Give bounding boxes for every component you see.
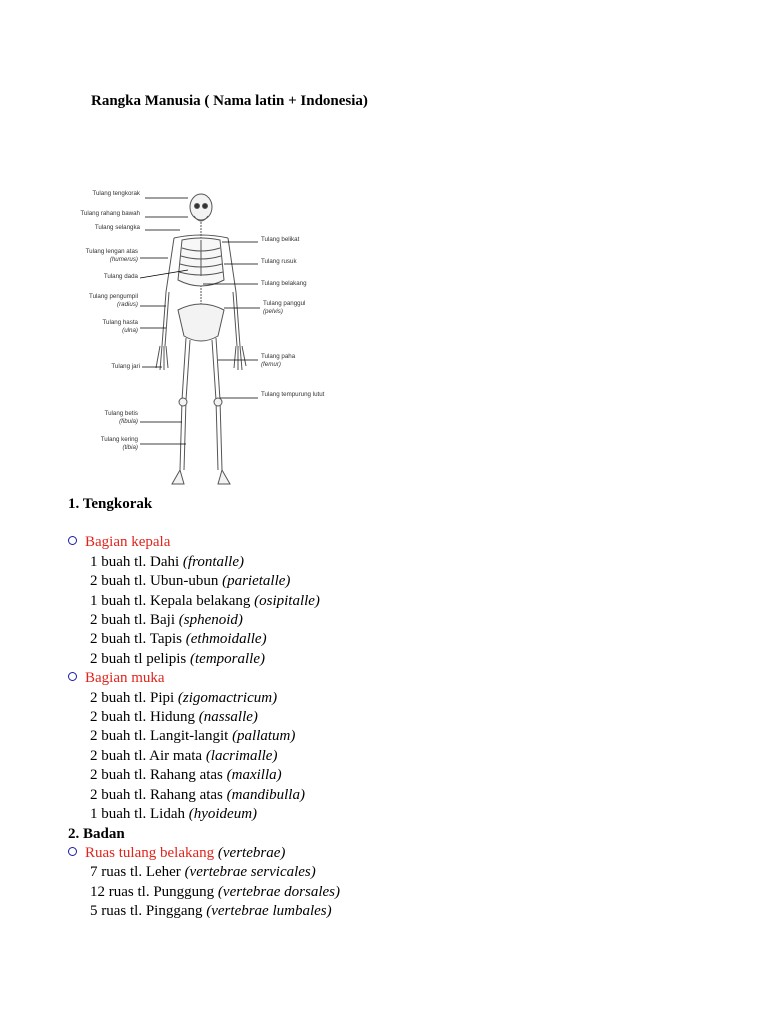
label-tulang-tengkorak: Tulang tengkorak xyxy=(92,190,140,197)
list-item: 2 buah tl. Baji (sphenoid) xyxy=(90,612,243,629)
list-item: 2 buah tl. Ubun-ubun (parietalle) xyxy=(90,573,291,590)
label-tulang-panggul: Tulang panggul (pelvis) xyxy=(263,300,306,315)
circle-bullet-icon xyxy=(68,536,77,545)
label-tulang-hasta: Tulang hasta (ulna) xyxy=(102,319,138,334)
list-item: 2 buah tl. Tapis (ethmoidalle) xyxy=(90,631,267,648)
label-tulang-paha: Tulang paha (femur) xyxy=(261,353,296,368)
list-item: 2 buah tl. Pipi (zigomactricum) xyxy=(90,689,278,706)
subsection-label: Bagian kepala xyxy=(85,534,171,551)
subsection-latin: (vertebrae) xyxy=(214,844,286,861)
section-heading-badan: 2. Badan xyxy=(68,825,125,842)
label-tulang-kering: Tulang kering (tibia) xyxy=(100,436,138,451)
circle-bullet-icon xyxy=(68,847,77,856)
list-item: 2 buah tl. Rahang atas (maxilla) xyxy=(90,767,282,784)
label-tulang-jari: Tulang jari xyxy=(111,363,140,370)
label-tulang-belakang: Tulang belakang xyxy=(261,280,307,287)
list-item: 1 buah tl. Lidah (hyoideum) xyxy=(90,806,258,823)
label-tulang-betis: Tulang betis (fibula) xyxy=(104,410,138,425)
label-tulang-rusuk: Tulang rusuk xyxy=(261,258,297,265)
list-item: 7 ruas tl. Leher (vertebrae servicales) xyxy=(90,864,316,881)
label-tulang-pengumpil: Tulang pengumpil (radius) xyxy=(89,293,138,308)
circle-bullet-icon xyxy=(68,672,77,681)
label-tulang-rahang-bawah: Tulang rahang bawah xyxy=(80,210,140,217)
list-item: 2 buah tl. Air mata (lacrimalle) xyxy=(90,747,278,764)
subsection-bagian-kepala xyxy=(68,533,708,552)
label-tulang-selangka: Tulang selangka xyxy=(94,224,140,231)
label-tulang-tempurung-lutut: Tulang tempurung lutut xyxy=(261,391,325,398)
list-item: 2 buah tl. Hidung (nassalle) xyxy=(90,709,258,726)
subsection-label: Bagian muka xyxy=(85,670,165,687)
document-body xyxy=(68,495,708,922)
subsection-label: Ruas tulang belakang xyxy=(85,844,215,861)
list-item: 1 buah tl. Dahi (frontalle) xyxy=(90,553,245,570)
list-item: 2 buah tl. Rahang atas (mandibulla) xyxy=(90,786,305,803)
section-heading-tengkorak: 1. Tengkorak xyxy=(68,496,153,512)
page-title: Rangka Manusia ( Nama latin + Indonesia) xyxy=(91,93,368,109)
label-tulang-lengan-atas: Tulang lengan atas (humerus) xyxy=(85,248,138,263)
subsection-ruas-tulang-belakang xyxy=(68,844,708,863)
skeleton-figure xyxy=(70,180,330,500)
list-item: 5 ruas tl. Pinggang (vertebrae lumbales) xyxy=(90,903,332,920)
list-item: 12 ruas tl. Punggung (vertebrae dorsales) xyxy=(90,883,340,900)
list-item: 1 buah tl. Kepala belakang (osipitalle) xyxy=(90,592,320,609)
list-item: 2 buah tl. Langit-langit (pallatum) xyxy=(90,728,296,745)
subsection-bagian-muka xyxy=(68,669,708,688)
label-tulang-dada: Tulang dada xyxy=(103,273,138,280)
label-tulang-belikat: Tulang belikat xyxy=(261,236,300,243)
list-item: 2 buah tl pelipis (temporalle) xyxy=(90,650,265,667)
